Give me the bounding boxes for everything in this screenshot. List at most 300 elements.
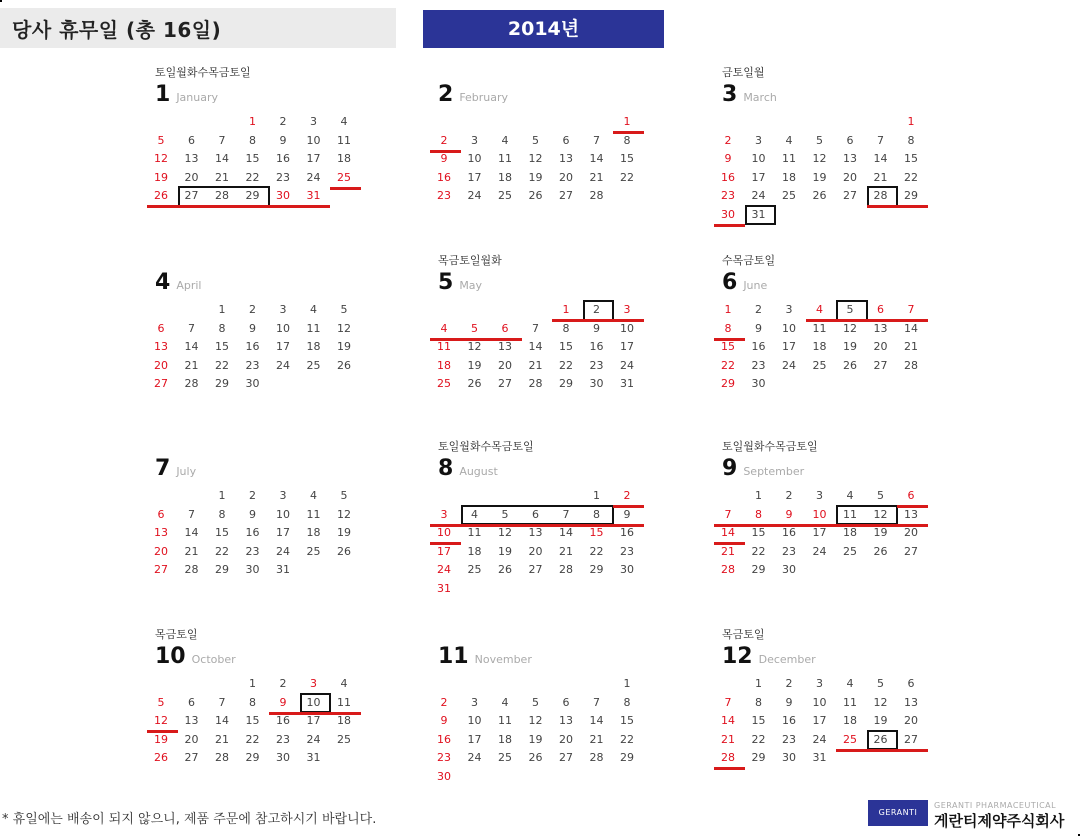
day-cell: 8 xyxy=(907,133,915,147)
month-5 xyxy=(438,252,653,422)
month-number: 9 xyxy=(722,456,738,481)
day-cell: 17 xyxy=(276,340,290,353)
day-cell: 7 xyxy=(593,695,600,709)
day-cell: 6 xyxy=(157,507,165,521)
day-cell: 25 xyxy=(337,732,351,746)
day-cell: 6 xyxy=(188,133,195,147)
day-cell: 23 xyxy=(782,544,796,558)
holiday-underline xyxy=(613,505,644,508)
day-cell: 2 xyxy=(249,489,256,502)
day-cell: 26 xyxy=(528,189,543,202)
month-2 xyxy=(438,64,653,234)
day-cell: 8 xyxy=(218,321,226,335)
day-cell: 26 xyxy=(498,563,512,576)
day-cell: 11 xyxy=(337,695,351,709)
month-heading xyxy=(438,270,482,295)
company-holiday-box xyxy=(583,300,615,321)
day-cell: 18 xyxy=(843,526,857,539)
day-cell: 12 xyxy=(337,321,351,335)
day-cell: 1 xyxy=(907,115,915,128)
day-cell: 20 xyxy=(528,544,543,558)
day-cell: 13 xyxy=(528,526,543,539)
day-cell: 23 xyxy=(620,544,634,558)
day-cell: 28 xyxy=(215,189,229,202)
day-cell: 16 xyxy=(276,152,290,165)
day-cell: 17 xyxy=(620,340,634,353)
day-cell: 12 xyxy=(154,152,168,165)
month-6 xyxy=(722,252,937,422)
day-cell: 1 xyxy=(755,677,762,690)
day-cell: 25 xyxy=(467,563,482,576)
day-cell: 1 xyxy=(218,303,226,316)
day-cell: 15 xyxy=(589,526,604,539)
day-cell: 10 xyxy=(812,507,827,521)
day-cell: 9 xyxy=(249,507,256,521)
day-cell: 2 xyxy=(279,677,287,690)
day-cell: 26 xyxy=(154,189,168,202)
day-cell: 4 xyxy=(846,489,854,502)
day-cell: 20 xyxy=(498,358,512,372)
day-cell: 19 xyxy=(154,732,168,746)
day-cell: 1 xyxy=(249,677,256,690)
day-cell: 28 xyxy=(873,189,888,202)
day-cell: 2 xyxy=(440,695,448,709)
day-cell: 22 xyxy=(620,732,634,746)
day-cell: 11 xyxy=(498,152,512,165)
day-cell: 17 xyxy=(782,340,796,353)
month-name: March xyxy=(743,91,777,104)
day-cell: 8 xyxy=(755,695,762,709)
day-cell: 12 xyxy=(154,714,168,727)
day-cell: 13 xyxy=(873,321,888,335)
day-cell: 10 xyxy=(751,152,766,165)
company-holiday-box xyxy=(745,205,777,226)
day-cell: 6 xyxy=(907,489,915,502)
day-cell: 29 xyxy=(245,751,260,764)
holiday-underline xyxy=(552,319,644,322)
company-holiday-box xyxy=(836,505,898,526)
day-cell: 6 xyxy=(877,303,884,316)
day-cell: 24 xyxy=(437,563,451,576)
day-cell: 23 xyxy=(751,358,766,372)
day-cell: 13 xyxy=(498,340,512,353)
day-cell: 5 xyxy=(471,321,478,335)
month-number: 1 xyxy=(155,82,171,107)
day-cell: 31 xyxy=(751,207,766,221)
day-cell: 29 xyxy=(751,751,766,764)
day-cell: 10 xyxy=(620,321,634,335)
day-cell: 17 xyxy=(751,170,766,184)
day-cell: 7 xyxy=(877,133,884,147)
day-cell: 25 xyxy=(498,751,512,764)
day-cell: 25 xyxy=(843,544,857,558)
month-8 xyxy=(438,438,653,608)
day-cell: 19 xyxy=(154,170,168,184)
month-name: June xyxy=(743,279,768,292)
day-cell: 27 xyxy=(154,563,168,576)
day-cell: 16 xyxy=(589,340,604,353)
day-cell: 25 xyxy=(843,732,857,746)
day-cell: 23 xyxy=(276,732,290,746)
company-holiday-box xyxy=(178,186,271,207)
day-cell: 3 xyxy=(785,303,793,316)
day-cell: 11 xyxy=(782,152,796,165)
day-cell: 7 xyxy=(532,321,539,335)
day-cell: 3 xyxy=(471,695,478,709)
day-cell: 20 xyxy=(559,732,573,746)
month-name: August xyxy=(459,465,498,478)
day-cell: 13 xyxy=(843,152,857,165)
day-cell: 1 xyxy=(755,489,762,502)
day-cell: 14 xyxy=(589,152,604,165)
day-cell: 11 xyxy=(843,695,857,709)
holiday-underline xyxy=(714,542,745,545)
day-cell: 3 xyxy=(755,133,762,147)
day-cell: 16 xyxy=(782,714,796,727)
day-cell: 24 xyxy=(306,170,321,184)
corner-dot xyxy=(0,0,2,2)
day-cell: 10 xyxy=(467,714,482,727)
day-cell: 26 xyxy=(337,544,351,558)
day-cell: 28 xyxy=(589,751,604,764)
day-cell: 14 xyxy=(559,526,573,539)
day-cell: 7 xyxy=(907,303,915,316)
day-cell: 13 xyxy=(154,340,168,353)
day-cell: 5 xyxy=(532,133,539,147)
day-cell: 3 xyxy=(279,489,287,502)
month-heading xyxy=(438,456,498,481)
day-cell: 31 xyxy=(276,563,290,576)
day-cell: 15 xyxy=(620,152,634,165)
day-cell: 14 xyxy=(184,340,199,353)
day-cell: 21 xyxy=(873,170,888,184)
day-cell: 24 xyxy=(782,358,796,372)
month-number: 10 xyxy=(155,644,186,669)
day-cell: 7 xyxy=(562,507,570,521)
day-cell: 11 xyxy=(467,526,482,539)
day-cell: 27 xyxy=(498,377,512,390)
day-cell: 23 xyxy=(245,544,260,558)
month-number: 3 xyxy=(722,82,738,107)
day-cell: 19 xyxy=(528,170,543,184)
day-cell: 27 xyxy=(184,751,199,764)
company-name-en: GERANTI PHARMACEUTICAL xyxy=(934,801,1057,810)
month-number: 12 xyxy=(722,644,753,669)
day-cell: 17 xyxy=(306,152,321,165)
day-cell: 20 xyxy=(154,544,168,558)
month-name: December xyxy=(758,653,816,666)
day-cell: 16 xyxy=(245,526,260,539)
day-cell: 14 xyxy=(873,152,888,165)
day-cell: 30 xyxy=(620,563,634,576)
day-cell: 1 xyxy=(623,677,631,690)
day-cell: 22 xyxy=(904,170,918,184)
day-cell: 10 xyxy=(276,321,290,335)
day-cell: 12 xyxy=(843,321,857,335)
day-cell: 24 xyxy=(620,358,634,372)
day-cell: 28 xyxy=(721,751,735,764)
day-cell: 9 xyxy=(279,695,287,709)
day-cell: 23 xyxy=(437,189,451,202)
day-cell: 6 xyxy=(562,133,570,147)
day-cell: 4 xyxy=(471,507,478,521)
day-cell: 24 xyxy=(276,358,290,372)
day-cell: 17 xyxy=(812,526,827,539)
day-cell: 18 xyxy=(337,714,351,727)
day-cell: 30 xyxy=(245,377,260,390)
day-cell: 22 xyxy=(215,544,229,558)
day-cell: 26 xyxy=(337,358,351,372)
company-holiday-box xyxy=(300,693,332,714)
day-cell: 1 xyxy=(218,489,226,502)
day-cell: 31 xyxy=(620,377,634,390)
day-cell: 4 xyxy=(340,115,348,128)
day-cell: 30 xyxy=(782,563,796,576)
day-cell: 3 xyxy=(310,677,317,690)
day-cell: 18 xyxy=(337,152,351,165)
day-cell: 6 xyxy=(501,321,509,335)
day-cell: 23 xyxy=(245,358,260,372)
day-cell: 21 xyxy=(559,544,573,558)
day-cell: 22 xyxy=(751,544,766,558)
day-cell: 14 xyxy=(184,526,199,539)
day-cell: 28 xyxy=(215,751,229,764)
holiday-underline xyxy=(430,150,461,153)
day-cell: 8 xyxy=(249,695,256,709)
day-cell: 27 xyxy=(184,189,199,202)
day-cell: 12 xyxy=(467,340,482,353)
day-cell: 15 xyxy=(620,714,634,727)
day-cell: 21 xyxy=(184,544,199,558)
month-heading xyxy=(438,644,532,669)
day-cell: 23 xyxy=(721,189,735,202)
weekday-label: 토일월화수목금토일 xyxy=(722,440,818,453)
day-cell: 23 xyxy=(276,170,290,184)
month-number: 4 xyxy=(155,270,171,295)
day-cell: 15 xyxy=(245,152,260,165)
day-cell: 10 xyxy=(812,695,827,709)
day-cell: 16 xyxy=(245,340,260,353)
day-cell: 31 xyxy=(306,189,321,202)
weekday-label: 토일월화수목금토일 xyxy=(155,66,251,79)
day-cell: 9 xyxy=(623,507,631,521)
day-cell: 14 xyxy=(215,152,229,165)
day-cell: 9 xyxy=(249,321,256,335)
day-cell: 12 xyxy=(528,714,543,727)
day-cell: 29 xyxy=(904,189,918,202)
month-heading xyxy=(155,644,236,669)
holiday-underline xyxy=(714,338,745,341)
day-cell: 29 xyxy=(751,563,766,576)
day-cell: 12 xyxy=(498,526,512,539)
day-cell: 25 xyxy=(812,358,827,372)
day-cell: 9 xyxy=(440,152,448,165)
day-cell: 7 xyxy=(724,507,732,521)
day-cell: 11 xyxy=(306,321,321,335)
day-cell: 19 xyxy=(812,170,827,184)
month-4 xyxy=(155,252,370,422)
day-cell: 27 xyxy=(528,563,543,576)
day-cell: 13 xyxy=(904,507,918,521)
day-cell: 22 xyxy=(559,358,573,372)
month-name: July xyxy=(176,465,197,478)
day-cell: 15 xyxy=(721,340,735,353)
month-heading xyxy=(722,270,767,295)
day-cell: 3 xyxy=(816,677,823,690)
day-cell: 31 xyxy=(306,751,321,764)
day-cell: 11 xyxy=(437,340,451,353)
day-cell: 30 xyxy=(751,377,766,390)
day-cell: 26 xyxy=(467,377,482,390)
day-cell: 26 xyxy=(873,544,888,558)
day-cell: 9 xyxy=(440,714,448,727)
month-number: 8 xyxy=(438,456,454,481)
day-cell: 26 xyxy=(843,358,857,372)
holiday-underline xyxy=(806,319,928,322)
day-cell: 30 xyxy=(276,751,290,764)
day-cell: 22 xyxy=(589,544,604,558)
day-cell: 31 xyxy=(437,581,451,595)
month-12 xyxy=(722,626,937,796)
day-cell: 10 xyxy=(467,152,482,165)
day-cell: 13 xyxy=(559,152,573,165)
day-cell: 19 xyxy=(337,340,351,353)
day-cell: 17 xyxy=(467,732,482,746)
day-cell: 24 xyxy=(467,751,482,764)
company-holiday-box xyxy=(461,505,615,526)
footer-note: * 휴일에는 배송이 되지 않으니, 제품 주문에 참고하시기 바랍니다. xyxy=(2,812,377,827)
day-cell: 9 xyxy=(279,133,287,147)
day-cell: 8 xyxy=(593,507,600,521)
day-cell: 5 xyxy=(877,489,884,502)
day-cell: 29 xyxy=(721,377,735,390)
day-cell: 28 xyxy=(559,563,573,576)
corner-dot xyxy=(1078,834,1080,836)
day-cell: 22 xyxy=(245,732,260,746)
holiday-underline xyxy=(430,542,461,545)
day-cell: 8 xyxy=(249,133,256,147)
day-cell: 9 xyxy=(785,507,793,521)
day-cell: 10 xyxy=(306,133,321,147)
month-heading xyxy=(722,644,816,669)
day-cell: 2 xyxy=(593,303,600,316)
day-cell: 27 xyxy=(559,189,573,202)
day-cell: 18 xyxy=(782,170,796,184)
day-cell: 21 xyxy=(721,544,735,558)
day-cell: 17 xyxy=(437,544,451,558)
day-cell: 26 xyxy=(528,751,543,764)
day-cell: 20 xyxy=(904,526,918,539)
day-cell: 5 xyxy=(501,507,509,521)
day-cell: 5 xyxy=(816,133,823,147)
day-cell: 25 xyxy=(306,358,321,372)
day-cell: 3 xyxy=(279,303,287,316)
day-cell: 29 xyxy=(620,751,634,764)
day-cell: 9 xyxy=(724,152,732,165)
day-cell: 28 xyxy=(904,358,918,372)
day-cell: 15 xyxy=(215,526,229,539)
month-number: 5 xyxy=(438,270,454,295)
day-cell: 5 xyxy=(532,695,539,709)
day-cell: 22 xyxy=(245,170,260,184)
holiday-underline xyxy=(147,205,330,208)
day-cell: 7 xyxy=(218,695,226,709)
page-title: 당사 휴무일 (총 16일) xyxy=(12,18,222,42)
day-cell: 24 xyxy=(751,189,766,202)
day-cell: 20 xyxy=(873,340,888,353)
day-cell: 4 xyxy=(816,303,823,316)
day-cell: 2 xyxy=(755,303,762,316)
day-cell: 20 xyxy=(904,714,918,727)
day-cell: 14 xyxy=(528,340,543,353)
weekday-label: 금토일월 xyxy=(722,66,765,79)
day-cell: 8 xyxy=(218,507,226,521)
day-cell: 8 xyxy=(755,507,762,521)
day-cell: 20 xyxy=(843,170,857,184)
day-cell: 15 xyxy=(751,526,766,539)
day-cell: 25 xyxy=(437,377,451,390)
day-cell: 27 xyxy=(154,377,168,390)
day-cell: 15 xyxy=(215,340,229,353)
day-cell: 3 xyxy=(816,489,823,502)
company-holiday-box xyxy=(867,186,899,207)
month-number: 7 xyxy=(155,456,171,481)
day-cell: 13 xyxy=(184,152,199,165)
weekday-label: 목금토일 xyxy=(722,628,765,641)
day-cell: 18 xyxy=(306,526,321,539)
day-cell: 29 xyxy=(559,377,573,390)
day-cell: 21 xyxy=(589,732,604,746)
month-heading xyxy=(722,456,804,481)
day-cell: 28 xyxy=(528,377,543,390)
day-cell: 12 xyxy=(528,152,543,165)
day-cell: 5 xyxy=(340,489,348,502)
day-cell: 11 xyxy=(843,507,857,521)
day-cell: 30 xyxy=(437,769,451,783)
month-heading xyxy=(155,270,201,295)
month-number: 11 xyxy=(438,644,469,669)
day-cell: 25 xyxy=(782,189,796,202)
day-cell: 27 xyxy=(559,751,573,764)
month-heading xyxy=(438,82,508,107)
day-cell: 2 xyxy=(440,133,448,147)
day-cell: 10 xyxy=(306,695,321,709)
day-cell: 15 xyxy=(904,152,918,165)
holiday-underline xyxy=(714,224,745,227)
holiday-underline xyxy=(430,524,644,527)
day-cell: 1 xyxy=(724,303,732,316)
day-cell: 21 xyxy=(721,732,735,746)
month-7 xyxy=(155,438,370,608)
day-cell: 16 xyxy=(276,714,290,727)
day-cell: 30 xyxy=(721,207,735,221)
day-cell: 16 xyxy=(721,170,735,184)
holiday-underline xyxy=(714,767,745,770)
month-10 xyxy=(155,626,370,796)
day-cell: 21 xyxy=(215,732,229,746)
company-logo-box: GERANTI xyxy=(868,800,928,826)
weekday-label: 목금토일 xyxy=(155,628,198,641)
day-cell: 10 xyxy=(437,526,451,539)
day-cell: 7 xyxy=(188,321,195,335)
day-cell: 28 xyxy=(721,563,735,576)
month-name: February xyxy=(459,91,509,104)
holiday-underline xyxy=(330,187,361,190)
day-cell: 22 xyxy=(215,358,229,372)
day-cell: 25 xyxy=(498,189,512,202)
day-cell: 8 xyxy=(623,695,631,709)
day-cell: 15 xyxy=(751,714,766,727)
